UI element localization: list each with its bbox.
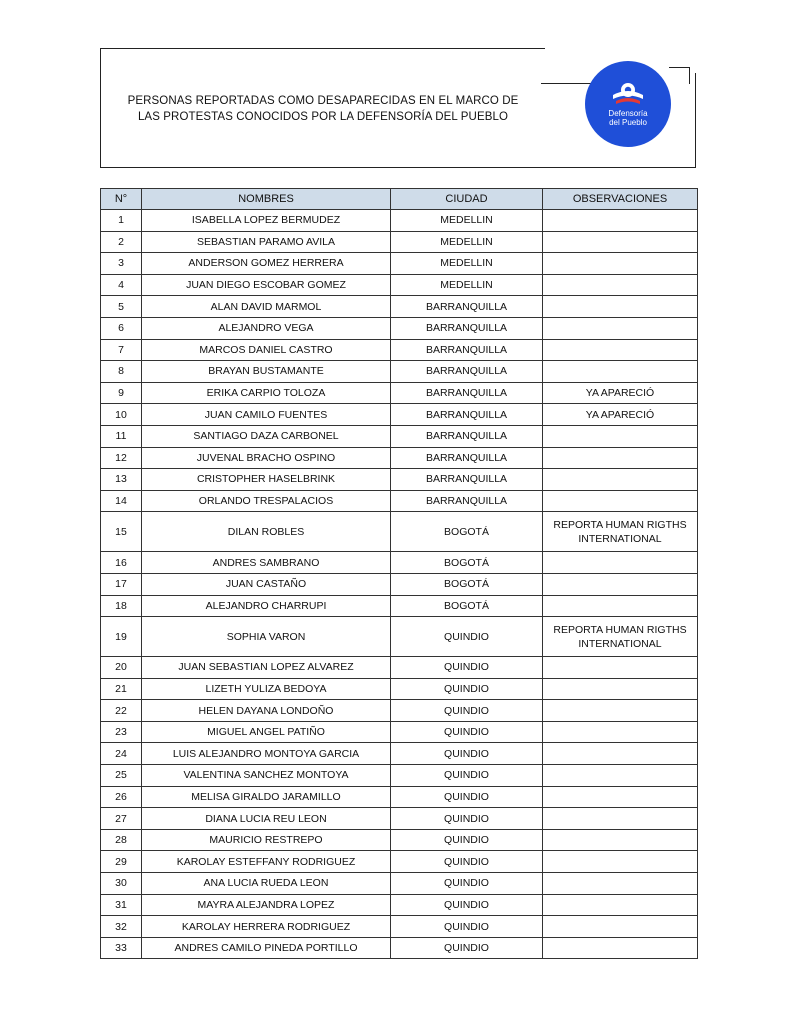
row-observation-cell xyxy=(543,317,698,339)
row-observation-cell: YA APARECIÓ xyxy=(543,382,698,404)
report-title-line-1: PERSONAS REPORTADAS COMO DESAPARECIDAS EN EL MARCO DE xyxy=(127,95,519,107)
row-name-cell: LIZETH YULIZA BEDOYA xyxy=(142,678,391,700)
table-row xyxy=(101,210,698,232)
row-number-cell: 30 xyxy=(101,873,142,895)
row-name-cell: KAROLAY HERRERA RODRIGUEZ xyxy=(142,916,391,938)
logo-text-line-1: Defensoría xyxy=(608,109,648,118)
row-number-cell: 1 xyxy=(101,210,142,232)
row-city-cell: QUINDIO xyxy=(391,873,543,895)
logo-text xyxy=(608,109,647,127)
row-city-cell: MEDELLIN xyxy=(391,210,543,232)
row-city-cell: BARRANQUILLA xyxy=(391,425,543,447)
row-observation-cell: YA APARECIÓ xyxy=(543,404,698,426)
row-observation-cell xyxy=(543,552,698,574)
table-row xyxy=(101,765,698,787)
row-number-cell: 32 xyxy=(101,916,142,938)
row-name-cell: ORLANDO TRESPALACIOS xyxy=(142,490,391,512)
row-city-cell: MEDELLIN xyxy=(391,231,543,253)
row-city-cell: QUINDIO xyxy=(391,743,543,765)
row-observation-cell: REPORTA HUMAN RIGTHS INTERNATIONAL xyxy=(543,512,698,552)
row-number-cell: 25 xyxy=(101,765,142,787)
row-city-cell: MEDELLIN xyxy=(391,253,543,275)
row-number-cell: 23 xyxy=(101,721,142,743)
row-name-cell: SOPHIA VARON xyxy=(142,617,391,657)
row-name-cell: ALEJANDRO CHARRUPI xyxy=(142,595,391,617)
row-number-cell: 19 xyxy=(101,617,142,657)
table-row xyxy=(101,786,698,808)
table-row xyxy=(101,873,698,895)
row-observation-cell xyxy=(543,873,698,895)
table-header-row xyxy=(101,189,698,210)
row-number-cell: 21 xyxy=(101,678,142,700)
row-city-cell: QUINDIO xyxy=(391,765,543,787)
row-number-cell: 11 xyxy=(101,425,142,447)
row-name-cell: LUIS ALEJANDRO MONTOYA GARCIA xyxy=(142,743,391,765)
row-number-cell: 22 xyxy=(101,700,142,722)
row-city-cell: BARRANQUILLA xyxy=(391,469,543,491)
row-number-cell: 12 xyxy=(101,447,142,469)
table-row xyxy=(101,829,698,851)
row-observation-cell xyxy=(543,339,698,361)
row-number-cell: 15 xyxy=(101,512,142,552)
row-name-cell: MAURICIO RESTREPO xyxy=(142,829,391,851)
report-title xyxy=(113,93,533,125)
row-observation-cell xyxy=(543,765,698,787)
row-number-cell: 7 xyxy=(101,339,142,361)
row-number-cell: 33 xyxy=(101,937,142,959)
row-city-cell: QUINDIO xyxy=(391,829,543,851)
table-row xyxy=(101,700,698,722)
row-name-cell: MELISA GIRALDO JARAMILLO xyxy=(142,786,391,808)
row-name-cell: DIANA LUCIA REU LEON xyxy=(142,808,391,830)
row-name-cell: ANA LUCIA RUEDA LEON xyxy=(142,873,391,895)
table-row xyxy=(101,512,698,552)
report-title-line-2: LAS PROTESTAS CONOCIDOS POR LA DEFENSORÍA DEL PUEBLO xyxy=(137,111,509,123)
row-city-cell: BARRANQUILLA xyxy=(391,404,543,426)
row-observation-cell xyxy=(543,700,698,722)
row-number-cell: 31 xyxy=(101,894,142,916)
table-row xyxy=(101,916,698,938)
row-observation-cell xyxy=(543,678,698,700)
table-row xyxy=(101,361,698,383)
row-observation-cell xyxy=(543,829,698,851)
table-row xyxy=(101,447,698,469)
column-header-names: NOMBRES xyxy=(142,189,391,210)
row-city-cell: BARRANQUILLA xyxy=(391,296,543,318)
row-observation-cell xyxy=(543,657,698,679)
table-row xyxy=(101,339,698,361)
row-city-cell: MEDELLIN xyxy=(391,274,543,296)
row-city-cell: QUINDIO xyxy=(391,851,543,873)
row-number-cell: 3 xyxy=(101,253,142,275)
table-row xyxy=(101,469,698,491)
table-row xyxy=(101,317,698,339)
row-city-cell: BOGOTÁ xyxy=(391,595,543,617)
row-city-cell: QUINDIO xyxy=(391,786,543,808)
row-number-cell: 26 xyxy=(101,786,142,808)
table-row xyxy=(101,894,698,916)
row-observation-cell xyxy=(543,573,698,595)
row-name-cell: ALEJANDRO VEGA xyxy=(142,317,391,339)
row-observation-cell xyxy=(543,595,698,617)
row-name-cell: ANDERSON GOMEZ HERRERA xyxy=(142,253,391,275)
row-city-cell: BARRANQUILLA xyxy=(391,382,543,404)
report-header xyxy=(100,48,696,168)
table-row xyxy=(101,657,698,679)
row-name-cell: HELEN DAYANA LONDOÑO xyxy=(142,700,391,722)
table-body xyxy=(101,210,698,959)
row-name-cell: JUVENAL BRACHO OSPINO xyxy=(142,447,391,469)
defensoria-emblem-icon xyxy=(610,81,646,107)
row-city-cell: QUINDIO xyxy=(391,721,543,743)
missing-persons-table xyxy=(100,188,698,959)
row-city-cell: QUINDIO xyxy=(391,657,543,679)
row-observation-cell xyxy=(543,786,698,808)
row-observation-cell xyxy=(543,721,698,743)
row-observation-cell xyxy=(543,808,698,830)
row-name-cell: JUAN SEBASTIAN LOPEZ ALVAREZ xyxy=(142,657,391,679)
table-row xyxy=(101,404,698,426)
row-observation-cell xyxy=(543,916,698,938)
row-city-cell: QUINDIO xyxy=(391,808,543,830)
row-name-cell: MAYRA ALEJANDRA LOPEZ xyxy=(142,894,391,916)
row-city-cell: BOGOTÁ xyxy=(391,552,543,574)
row-number-cell: 28 xyxy=(101,829,142,851)
row-city-cell: QUINDIO xyxy=(391,617,543,657)
defensoria-logo xyxy=(585,61,671,147)
row-city-cell: QUINDIO xyxy=(391,916,543,938)
row-number-cell: 4 xyxy=(101,274,142,296)
row-city-cell: BOGOTÁ xyxy=(391,573,543,595)
table-row xyxy=(101,573,698,595)
row-number-cell: 24 xyxy=(101,743,142,765)
table-row xyxy=(101,743,698,765)
table-row xyxy=(101,595,698,617)
row-city-cell: QUINDIO xyxy=(391,894,543,916)
table-row xyxy=(101,617,698,657)
table-row xyxy=(101,552,698,574)
row-observation-cell xyxy=(543,894,698,916)
column-header-city: CIUDAD xyxy=(391,189,543,210)
row-name-cell: ANDRES CAMILO PINEDA PORTILLO xyxy=(142,937,391,959)
row-number-cell: 27 xyxy=(101,808,142,830)
header-bracket-left xyxy=(541,67,591,84)
column-header-number: N° xyxy=(101,189,142,210)
row-number-cell: 29 xyxy=(101,851,142,873)
row-number-cell: 20 xyxy=(101,657,142,679)
table-row xyxy=(101,490,698,512)
logo-text-line-2: del Pueblo xyxy=(609,118,647,127)
row-number-cell: 17 xyxy=(101,573,142,595)
row-number-cell: 13 xyxy=(101,469,142,491)
row-city-cell: BOGOTÁ xyxy=(391,512,543,552)
row-observation-cell xyxy=(543,253,698,275)
row-number-cell: 5 xyxy=(101,296,142,318)
row-name-cell: ISABELLA LOPEZ BERMUDEZ xyxy=(142,210,391,232)
row-observation-cell xyxy=(543,743,698,765)
row-city-cell: BARRANQUILLA xyxy=(391,317,543,339)
row-city-cell: BARRANQUILLA xyxy=(391,490,543,512)
row-name-cell: CRISTOPHER HASELBRINK xyxy=(142,469,391,491)
row-name-cell: JUAN CASTAÑO xyxy=(142,573,391,595)
row-name-cell: KAROLAY ESTEFFANY RODRIGUEZ xyxy=(142,851,391,873)
row-city-cell: BARRANQUILLA xyxy=(391,361,543,383)
row-number-cell: 2 xyxy=(101,231,142,253)
row-observation-cell xyxy=(543,361,698,383)
row-name-cell: DILAN ROBLES xyxy=(142,512,391,552)
table-row xyxy=(101,851,698,873)
table-row xyxy=(101,808,698,830)
table-row xyxy=(101,231,698,253)
row-number-cell: 8 xyxy=(101,361,142,383)
row-number-cell: 18 xyxy=(101,595,142,617)
row-name-cell: SEBASTIAN PARAMO AVILA xyxy=(142,231,391,253)
row-name-cell: ANDRES SAMBRANO xyxy=(142,552,391,574)
row-observation-cell xyxy=(543,274,698,296)
row-number-cell: 9 xyxy=(101,382,142,404)
row-observation-cell xyxy=(543,425,698,447)
row-observation-cell xyxy=(543,231,698,253)
row-name-cell: BRAYAN BUSTAMANTE xyxy=(142,361,391,383)
table-row xyxy=(101,937,698,959)
row-name-cell: JUAN CAMILO FUENTES xyxy=(142,404,391,426)
row-observation-cell xyxy=(543,469,698,491)
row-observation-cell xyxy=(543,490,698,512)
row-name-cell: JUAN DIEGO ESCOBAR GOMEZ xyxy=(142,274,391,296)
table-row xyxy=(101,382,698,404)
row-name-cell: SANTIAGO DAZA CARBONEL xyxy=(142,425,391,447)
row-observation-cell xyxy=(543,296,698,318)
table-row xyxy=(101,274,698,296)
column-header-observations: OBSERVACIONES xyxy=(543,189,698,210)
table-row xyxy=(101,253,698,275)
row-number-cell: 16 xyxy=(101,552,142,574)
row-city-cell: QUINDIO xyxy=(391,700,543,722)
row-observation-cell: REPORTA HUMAN RIGTHS INTERNATIONAL xyxy=(543,617,698,657)
row-city-cell: BARRANQUILLA xyxy=(391,447,543,469)
row-city-cell: QUINDIO xyxy=(391,678,543,700)
row-number-cell: 6 xyxy=(101,317,142,339)
row-name-cell: MARCOS DANIEL CASTRO xyxy=(142,339,391,361)
row-name-cell: VALENTINA SANCHEZ MONTOYA xyxy=(142,765,391,787)
row-name-cell: ALAN DAVID MARMOL xyxy=(142,296,391,318)
row-number-cell: 14 xyxy=(101,490,142,512)
row-observation-cell xyxy=(543,447,698,469)
table-row xyxy=(101,678,698,700)
row-number-cell: 10 xyxy=(101,404,142,426)
table-row xyxy=(101,425,698,447)
row-name-cell: MIGUEL ANGEL PATIÑO xyxy=(142,721,391,743)
header-bracket-right xyxy=(669,67,690,84)
table-row xyxy=(101,296,698,318)
table-row xyxy=(101,721,698,743)
row-city-cell: BARRANQUILLA xyxy=(391,339,543,361)
row-observation-cell xyxy=(543,937,698,959)
row-city-cell: QUINDIO xyxy=(391,937,543,959)
row-observation-cell xyxy=(543,851,698,873)
row-observation-cell xyxy=(543,210,698,232)
row-name-cell: ERIKA CARPIO TOLOZA xyxy=(142,382,391,404)
